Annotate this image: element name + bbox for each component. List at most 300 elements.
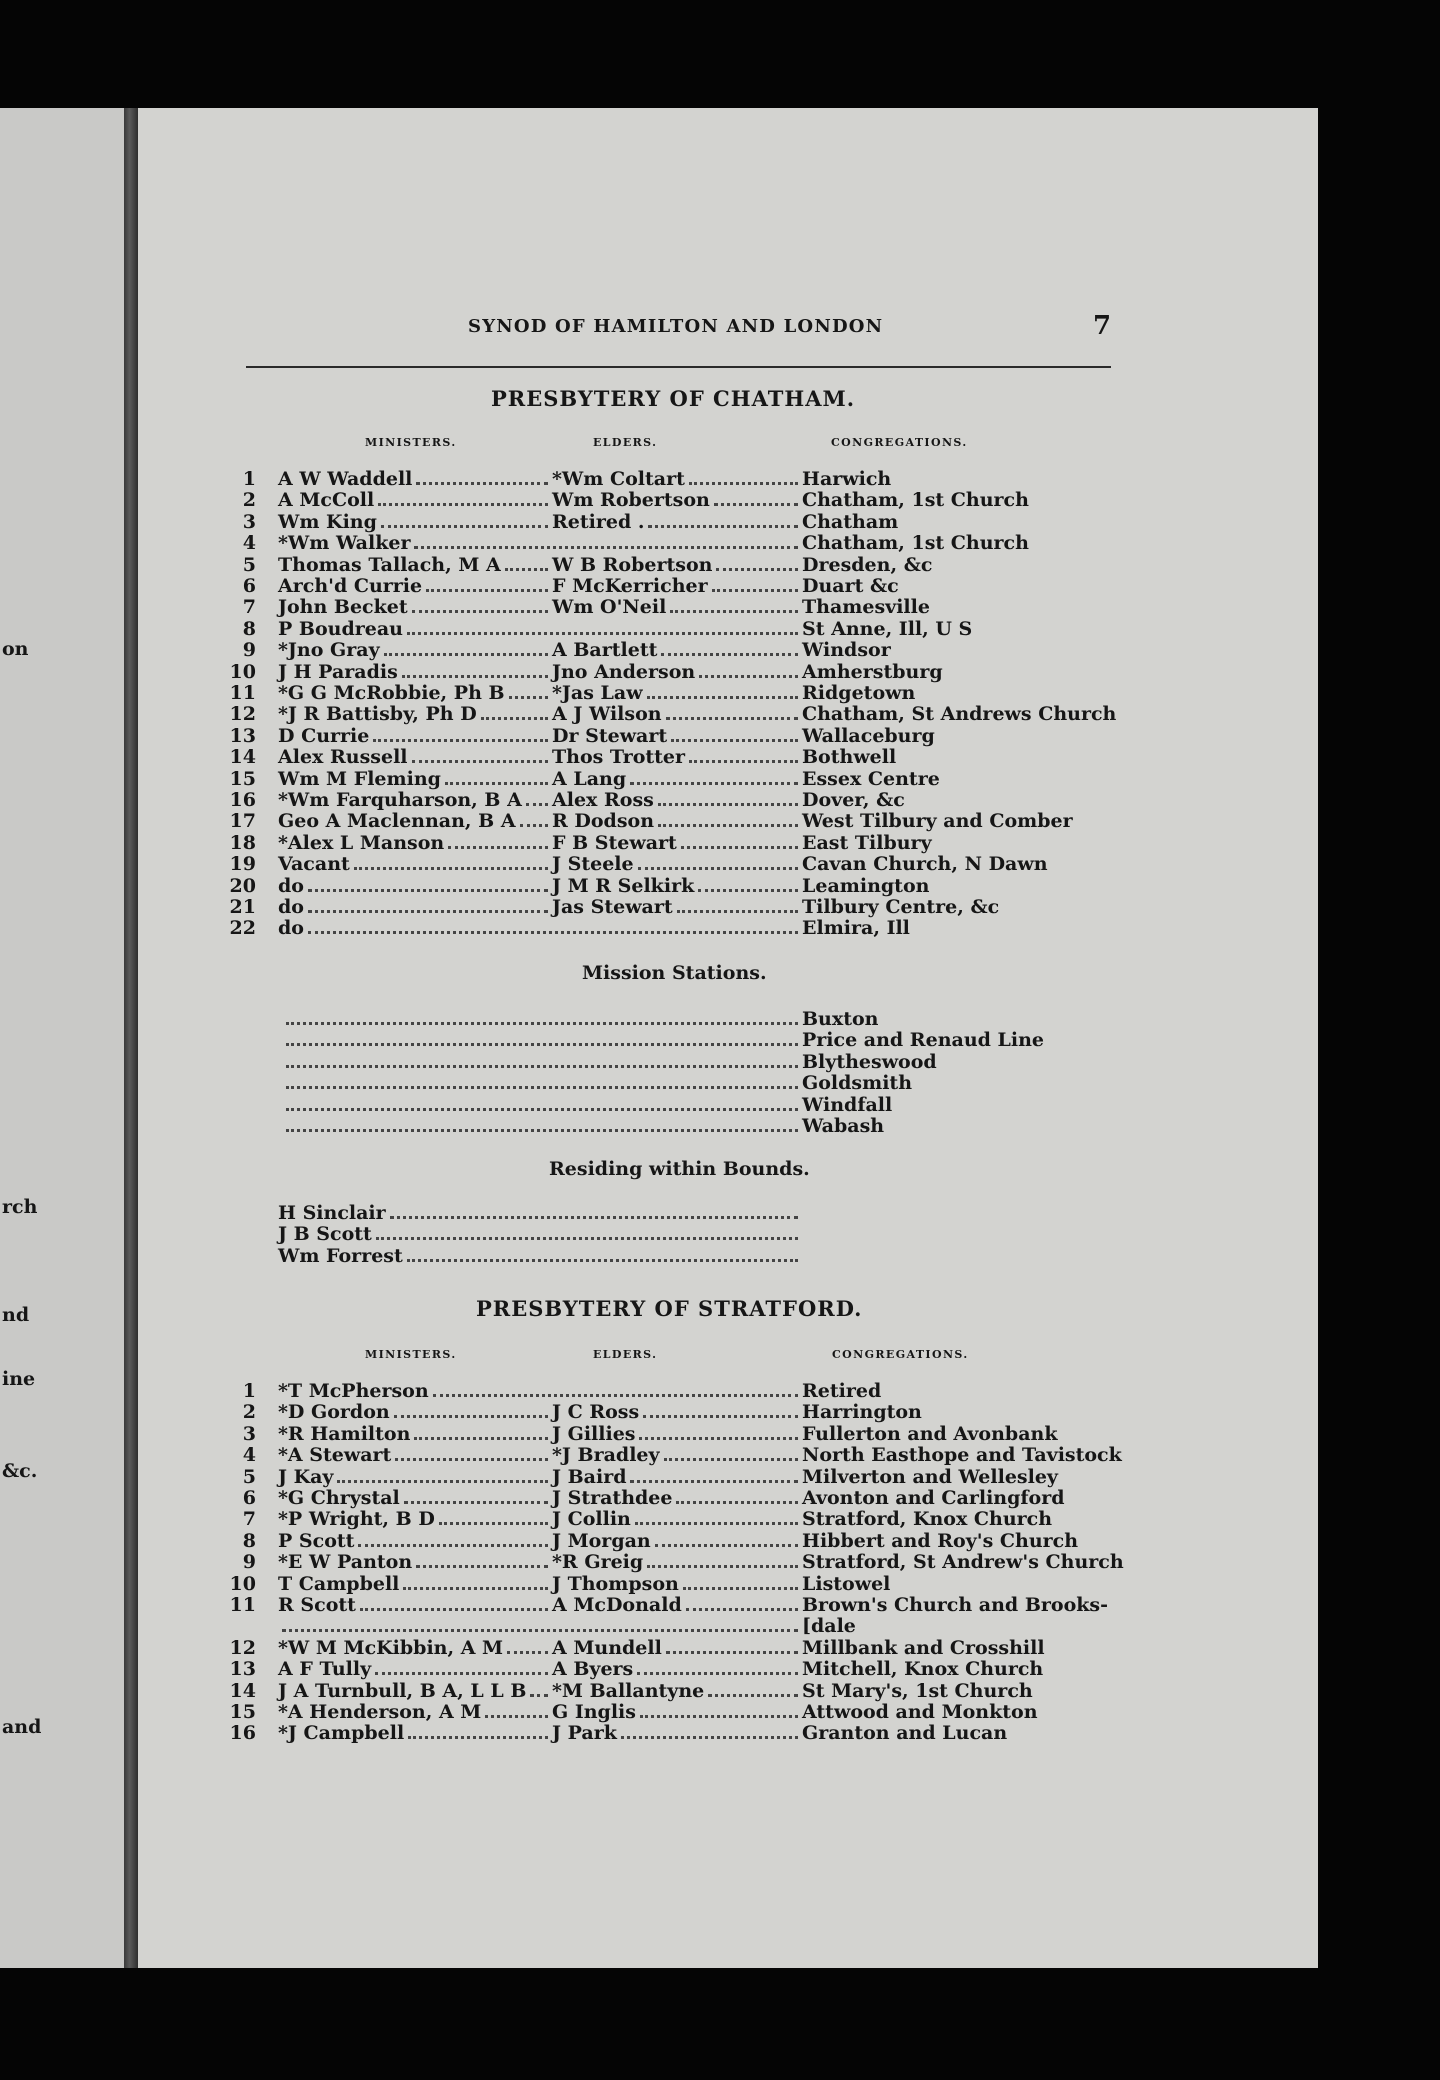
dot-leader (530, 1694, 548, 1697)
row-number: 6 (242, 1487, 256, 1509)
elder-name: J Baird (552, 1465, 627, 1488)
table-row (138, 1487, 1318, 1509)
dot-leader (526, 803, 548, 806)
elders-column-header: ELDERS. (593, 1348, 658, 1361)
elder-name: *M Ballantyne (552, 1679, 705, 1702)
row-number: 5 (242, 553, 256, 576)
dot-leader (505, 568, 548, 571)
row-number: 11 (229, 682, 256, 704)
dot-leader (381, 525, 548, 528)
congregation-name: Duart &c (802, 575, 899, 597)
residing-row (138, 1202, 1318, 1224)
table-row (138, 532, 1318, 554)
minister-name: Wm M Fleming (278, 767, 441, 790)
dot-leader (433, 1394, 798, 1397)
residing-row (138, 1245, 1318, 1267)
resident-name: J B Scott (278, 1223, 372, 1246)
row-number: 10 (229, 660, 256, 683)
dot-leader (286, 1022, 798, 1025)
row-number: 8 (242, 1529, 256, 1552)
elder-name: Retired . (552, 510, 645, 533)
congregation-name: Millbank and Crosshill (802, 1636, 1045, 1659)
congregation-name: Chatham, 1st Church (802, 489, 1029, 512)
dot-leader (708, 1694, 798, 1697)
mission-row (138, 1029, 1318, 1051)
left-fragment: and (2, 1716, 42, 1738)
left-fragment: ine (2, 1368, 36, 1390)
congregation-name: Chatham, 1st Church (802, 532, 1029, 555)
page-number: 7 (1093, 311, 1112, 341)
row-number: 6 (242, 575, 256, 597)
congregation-name: Leamington (802, 874, 930, 897)
dot-leader (683, 1587, 798, 1590)
ministers-column-header: MINISTERS. (365, 1348, 457, 1361)
elder-name: J Steele (552, 853, 634, 876)
table-row (138, 1658, 1318, 1680)
mission-station-name: Goldsmith (802, 1072, 913, 1095)
elder-name: J Collin (552, 1508, 631, 1531)
table-row (138, 1530, 1318, 1552)
dot-leader (655, 1544, 798, 1547)
table-row (138, 596, 1318, 618)
left-page-edge (0, 108, 124, 1968)
dot-leader (384, 653, 548, 656)
dot-leader (639, 1437, 798, 1440)
table-row (138, 639, 1318, 661)
minister-name: P Boudreau (278, 617, 403, 640)
table-row (138, 703, 1318, 725)
table-row (138, 1466, 1318, 1488)
dot-leader (621, 1736, 798, 1739)
chatham-title: PRESBYTERY OF CHATHAM. (491, 386, 856, 411)
dot-leader (337, 1480, 548, 1483)
dot-leader (635, 1522, 798, 1525)
elder-name: A Lang (552, 767, 627, 790)
row-number: 8 (242, 617, 256, 640)
table-row (138, 1551, 1318, 1573)
dot-leader (670, 610, 798, 613)
elder-name: J M R Selkirk (552, 874, 695, 897)
dot-leader (666, 717, 798, 720)
minister-name: P Scott (278, 1529, 355, 1552)
table-row (138, 1444, 1318, 1466)
dot-leader (354, 867, 548, 870)
dot-leader (360, 1608, 548, 1611)
elder-name: F B Stewart (552, 831, 677, 854)
elder-name: J Gillies (552, 1422, 636, 1445)
dot-leader (286, 1043, 798, 1046)
minister-name: D Currie (278, 724, 370, 747)
minister-name: Thomas Tallach, M A (278, 553, 501, 576)
congregation-name: West Tilbury and Comber (802, 810, 1073, 833)
congregation-name: Chatham (802, 510, 899, 533)
dot-leader (439, 1522, 548, 1525)
congregation-name: Cavan Church, N Dawn (802, 853, 1048, 876)
dot-leader (426, 589, 548, 592)
dot-leader (712, 589, 798, 592)
mission-station-name: Price and Renaud Line (802, 1029, 1045, 1052)
congregation-name: Brown's Church and Brooks- (802, 1594, 1108, 1616)
elder-name: Alex Ross (552, 789, 654, 811)
row-number: 2 (242, 1401, 256, 1424)
minister-name: *G G McRobbie, Ph B (278, 682, 505, 704)
dot-leader (286, 1065, 798, 1068)
elder-name: J Morgan (552, 1529, 651, 1552)
dot-leader (647, 1565, 798, 1568)
dot-leader (640, 1715, 798, 1718)
table-row (138, 661, 1318, 683)
row-number: 22 (229, 917, 256, 940)
dot-leader (390, 1216, 798, 1219)
minister-name: A McColl (278, 489, 375, 512)
mission-station-name: Windfall (802, 1093, 893, 1116)
table-row (138, 682, 1318, 704)
table-row (138, 1637, 1318, 1659)
dot-leader (698, 889, 798, 892)
minister-name: *J Campbell (278, 1722, 405, 1745)
dot-leader (286, 1086, 798, 1089)
dot-leader (416, 1565, 548, 1568)
dot-leader (630, 782, 798, 785)
row-number: 16 (229, 789, 256, 811)
ministers-column-header: MINISTERS. (365, 436, 457, 449)
congregation-name: Granton and Lucan (802, 1722, 1008, 1745)
table-row (138, 896, 1318, 918)
congregation-name: Fullerton and Avonbank (802, 1422, 1058, 1445)
dot-leader (699, 675, 798, 678)
elder-name: G Inglis (552, 1701, 636, 1723)
congregation-name: Hibbert and Roy's Church (802, 1529, 1079, 1552)
congregation-name: Elmira, Ill (802, 917, 910, 940)
elder-name: A McDonald (552, 1594, 682, 1616)
congregations-column-header: CONGREGATIONS. (832, 1348, 969, 1361)
minister-name: J H Paradis (278, 660, 398, 683)
dot-leader (412, 760, 548, 763)
row-number: 7 (242, 1508, 256, 1531)
congregation-name: Thamesville (802, 596, 930, 619)
mission-station-name: Blytheswood (802, 1050, 937, 1073)
elder-name: W B Robertson (552, 553, 713, 576)
congregation-name: Essex Centre (802, 767, 940, 790)
row-number: 12 (229, 703, 256, 726)
dot-leader (716, 568, 798, 571)
congregation-name: Dresden, &c (802, 553, 933, 576)
elder-name: *Jas Law (552, 682, 643, 704)
congregation-name: Windsor (802, 639, 891, 662)
dot-leader (407, 1259, 798, 1262)
dot-leader (643, 1415, 798, 1418)
running-header: SYNOD OF HAMILTON AND LONDON (468, 316, 884, 337)
elders-column-header: ELDERS. (593, 436, 658, 449)
row-number: 18 (229, 831, 256, 854)
residing-row (138, 1223, 1318, 1245)
dot-leader (376, 1237, 798, 1240)
elder-name: R Dodson (552, 810, 655, 833)
congregation-name: Stratford, Knox Church (802, 1508, 1053, 1531)
dot-leader (689, 482, 798, 485)
table-row (138, 875, 1318, 897)
minister-name: *D Gordon (278, 1401, 390, 1424)
dot-leader (358, 1544, 548, 1547)
elder-name: Wm Robertson (552, 489, 710, 512)
mission-row (138, 1072, 1318, 1094)
row-number: 11 (229, 1594, 256, 1616)
left-fragment: rch (2, 1196, 38, 1218)
mission-row (138, 1051, 1318, 1073)
dot-leader (638, 867, 798, 870)
dot-leader (412, 610, 548, 613)
congregation-name: Harwich (802, 468, 892, 490)
dot-leader (403, 1587, 548, 1590)
minister-name: *A Henderson, A M (278, 1701, 482, 1723)
dot-leader (404, 1501, 548, 1504)
table-row (138, 1680, 1318, 1702)
elder-name: J C Ross (552, 1401, 640, 1424)
left-fragment: &c. (2, 1460, 38, 1482)
minister-name: T Campbell (278, 1572, 400, 1595)
dot-leader (686, 1608, 798, 1611)
minister-name: *R Hamilton (278, 1422, 411, 1445)
left-fragment: on (2, 638, 29, 660)
header-rule (246, 366, 1111, 368)
mission-stations-heading: Mission Stations. (582, 962, 767, 984)
dot-leader (402, 675, 548, 678)
dot-leader (714, 503, 798, 506)
table-row (138, 1615, 1318, 1637)
table-row (138, 1380, 1318, 1402)
minister-name: *W M McKibbin, A M (278, 1636, 504, 1659)
minister-name: J A Turnbull, B A, L L B (278, 1679, 527, 1702)
minister-name: R Scott (278, 1594, 356, 1616)
minister-name: John Becket (278, 596, 408, 619)
dot-leader (286, 1129, 798, 1132)
minister-name: do (278, 896, 304, 918)
dot-leader (308, 931, 798, 934)
table-row (138, 917, 1318, 939)
table-row (138, 832, 1318, 854)
table-row (138, 468, 1318, 490)
elder-name: *Wm Coltart (552, 468, 685, 490)
minister-name: Geo A Maclennan, B A (278, 810, 516, 833)
table-row (138, 1423, 1318, 1445)
row-number: 7 (242, 596, 256, 619)
minister-name: *Wm Walker (278, 532, 411, 555)
minister-name: J Kay (278, 1465, 334, 1488)
elder-name: J Strathdee (552, 1487, 673, 1509)
elder-name: A Mundell (552, 1636, 662, 1659)
congregation-name: Milverton and Wellesley (802, 1465, 1058, 1488)
dot-leader (689, 760, 798, 763)
dot-leader (394, 1415, 548, 1418)
minister-name: A F Tully (278, 1658, 372, 1681)
dot-leader (395, 1458, 548, 1461)
elder-name: Jas Stewart (552, 896, 673, 918)
dot-leader (308, 889, 548, 892)
table-row (138, 1701, 1318, 1723)
elder-name: *R Greig (552, 1551, 644, 1574)
congregation-name: St Anne, Ill, U S (802, 617, 973, 640)
dot-leader (507, 1651, 548, 1654)
dot-leader (681, 846, 798, 849)
dot-leader (664, 1458, 798, 1461)
row-number: 14 (229, 1679, 256, 1702)
congregations-column-header: CONGREGATIONS. (831, 436, 968, 449)
row-number: 13 (229, 1658, 256, 1681)
minister-name: *T McPherson (278, 1380, 429, 1402)
minister-name: Wm King (278, 510, 377, 533)
mission-row (138, 1115, 1318, 1137)
left-fragment: nd (2, 1304, 30, 1326)
dot-leader (677, 910, 798, 913)
mission-station-name: Buxton (802, 1008, 879, 1030)
row-number: 1 (242, 1380, 256, 1402)
congregation-name: East Tilbury (802, 831, 932, 854)
table-row (138, 1401, 1318, 1423)
dot-leader (448, 846, 548, 849)
dot-leader (661, 653, 798, 656)
dot-leader (485, 1715, 548, 1718)
table-row (138, 746, 1318, 768)
row-number: 20 (229, 874, 256, 897)
congregation-name: Harrington (802, 1401, 922, 1424)
dot-leader (445, 782, 548, 785)
congregation-name: [dale (802, 1615, 856, 1638)
row-number: 9 (242, 1551, 256, 1574)
elder-name: Thos Trotter (552, 746, 686, 769)
congregation-name: Bothwell (802, 746, 897, 769)
table-row (138, 725, 1318, 747)
table-row (138, 554, 1318, 576)
minister-name: A W Waddell (278, 468, 413, 490)
row-number: 3 (242, 510, 256, 533)
row-number: 14 (229, 746, 256, 769)
dot-leader (481, 717, 548, 720)
row-number: 19 (229, 853, 256, 876)
row-number: 1 (242, 468, 256, 490)
row-number: 9 (242, 639, 256, 662)
minister-name: *Jno Gray (278, 639, 380, 662)
resident-name: H Sinclair (278, 1202, 386, 1224)
row-number: 15 (229, 767, 256, 790)
dot-leader (286, 1108, 798, 1111)
congregation-name: Mitchell, Knox Church (802, 1658, 1044, 1681)
table-row (138, 810, 1318, 832)
mission-row (138, 1094, 1318, 1116)
row-number: 2 (242, 489, 256, 512)
minister-name: *G Chrystal (278, 1487, 400, 1509)
table-row (138, 511, 1318, 533)
minister-name: Arch'd Currie (278, 575, 423, 597)
congregation-name: Amherstburg (802, 660, 943, 683)
row-number: 4 (242, 532, 256, 555)
table-row (138, 1722, 1318, 1744)
dot-leader (375, 1672, 548, 1675)
table-row (138, 489, 1318, 511)
dot-leader (414, 1437, 548, 1440)
minister-name: *A Stewart (278, 1444, 392, 1467)
dot-leader (308, 910, 548, 913)
minister-name: do (278, 874, 304, 897)
elder-name: F McKerricher (552, 575, 708, 597)
table-row (138, 789, 1318, 811)
dot-leader (630, 1480, 798, 1483)
row-number: 15 (229, 1701, 256, 1723)
dot-leader (647, 696, 798, 699)
minister-name: do (278, 917, 304, 940)
table-row (138, 618, 1318, 640)
congregation-name: Ridgetown (802, 682, 916, 704)
dot-leader (509, 696, 548, 699)
dot-leader (378, 503, 548, 506)
congregation-name: Attwood and Monkton (802, 1701, 1038, 1723)
table-row (138, 575, 1318, 597)
row-number: 3 (242, 1422, 256, 1445)
elder-name: Dr Stewart (552, 724, 668, 747)
dot-leader (637, 1672, 798, 1675)
row-number: 13 (229, 724, 256, 747)
congregation-name: Listowel (802, 1572, 891, 1595)
elder-name: Wm O'Neil (552, 596, 667, 619)
stratford-title: PRESBYTERY OF STRATFORD. (476, 1296, 863, 1321)
mission-station-name: Wabash (802, 1115, 885, 1137)
dot-leader (658, 803, 798, 806)
dot-leader (373, 739, 548, 742)
minister-name: *P Wright, B D (278, 1508, 435, 1531)
row-number: 4 (242, 1444, 256, 1467)
congregation-name: Tilbury Centre, &c (802, 896, 1000, 918)
elder-name: Jno Anderson (552, 660, 696, 683)
elder-name: *J Bradley (552, 1444, 660, 1467)
table-row (138, 768, 1318, 790)
elder-name: A Bartlett (552, 639, 658, 662)
resident-name: Wm Forrest (278, 1244, 403, 1267)
dot-leader (407, 632, 798, 635)
dot-leader (414, 546, 798, 549)
elder-name: A J Wilson (552, 703, 662, 726)
dot-leader (658, 824, 798, 827)
document-page (138, 108, 1318, 1968)
row-number: 21 (229, 896, 256, 918)
dot-leader (671, 739, 798, 742)
congregation-name: St Mary's, 1st Church (802, 1679, 1033, 1702)
congregation-name: Chatham, St Andrews Church (802, 703, 1117, 726)
elder-name: J Park (552, 1722, 617, 1745)
congregation-name: Retired (802, 1380, 882, 1402)
row-number: 16 (229, 1722, 256, 1745)
congregation-name: Wallaceburg (802, 724, 935, 747)
book-spine (124, 108, 138, 1968)
mission-row (138, 1008, 1318, 1030)
dot-leader (520, 824, 548, 827)
elder-name: A Byers (552, 1658, 634, 1681)
minister-name: *E W Panton (278, 1551, 413, 1574)
row-number: 17 (229, 810, 256, 833)
dot-leader (282, 1629, 798, 1632)
minister-name: *Alex L Manson (278, 831, 445, 854)
congregation-name: Dover, &c (802, 789, 905, 811)
dot-leader (676, 1501, 798, 1504)
congregation-name: Avonton and Carlingford (802, 1487, 1065, 1509)
dot-leader (416, 482, 548, 485)
congregation-name: North Easthope and Tavistock (802, 1444, 1122, 1467)
table-row (138, 1573, 1318, 1595)
dot-leader (408, 1736, 548, 1739)
table-row (138, 1594, 1318, 1616)
row-number: 5 (242, 1465, 256, 1488)
table-row (138, 1508, 1318, 1530)
minister-name: *J R Battisby, Ph D (278, 703, 477, 726)
residing-heading: Residing within Bounds. (549, 1158, 810, 1180)
